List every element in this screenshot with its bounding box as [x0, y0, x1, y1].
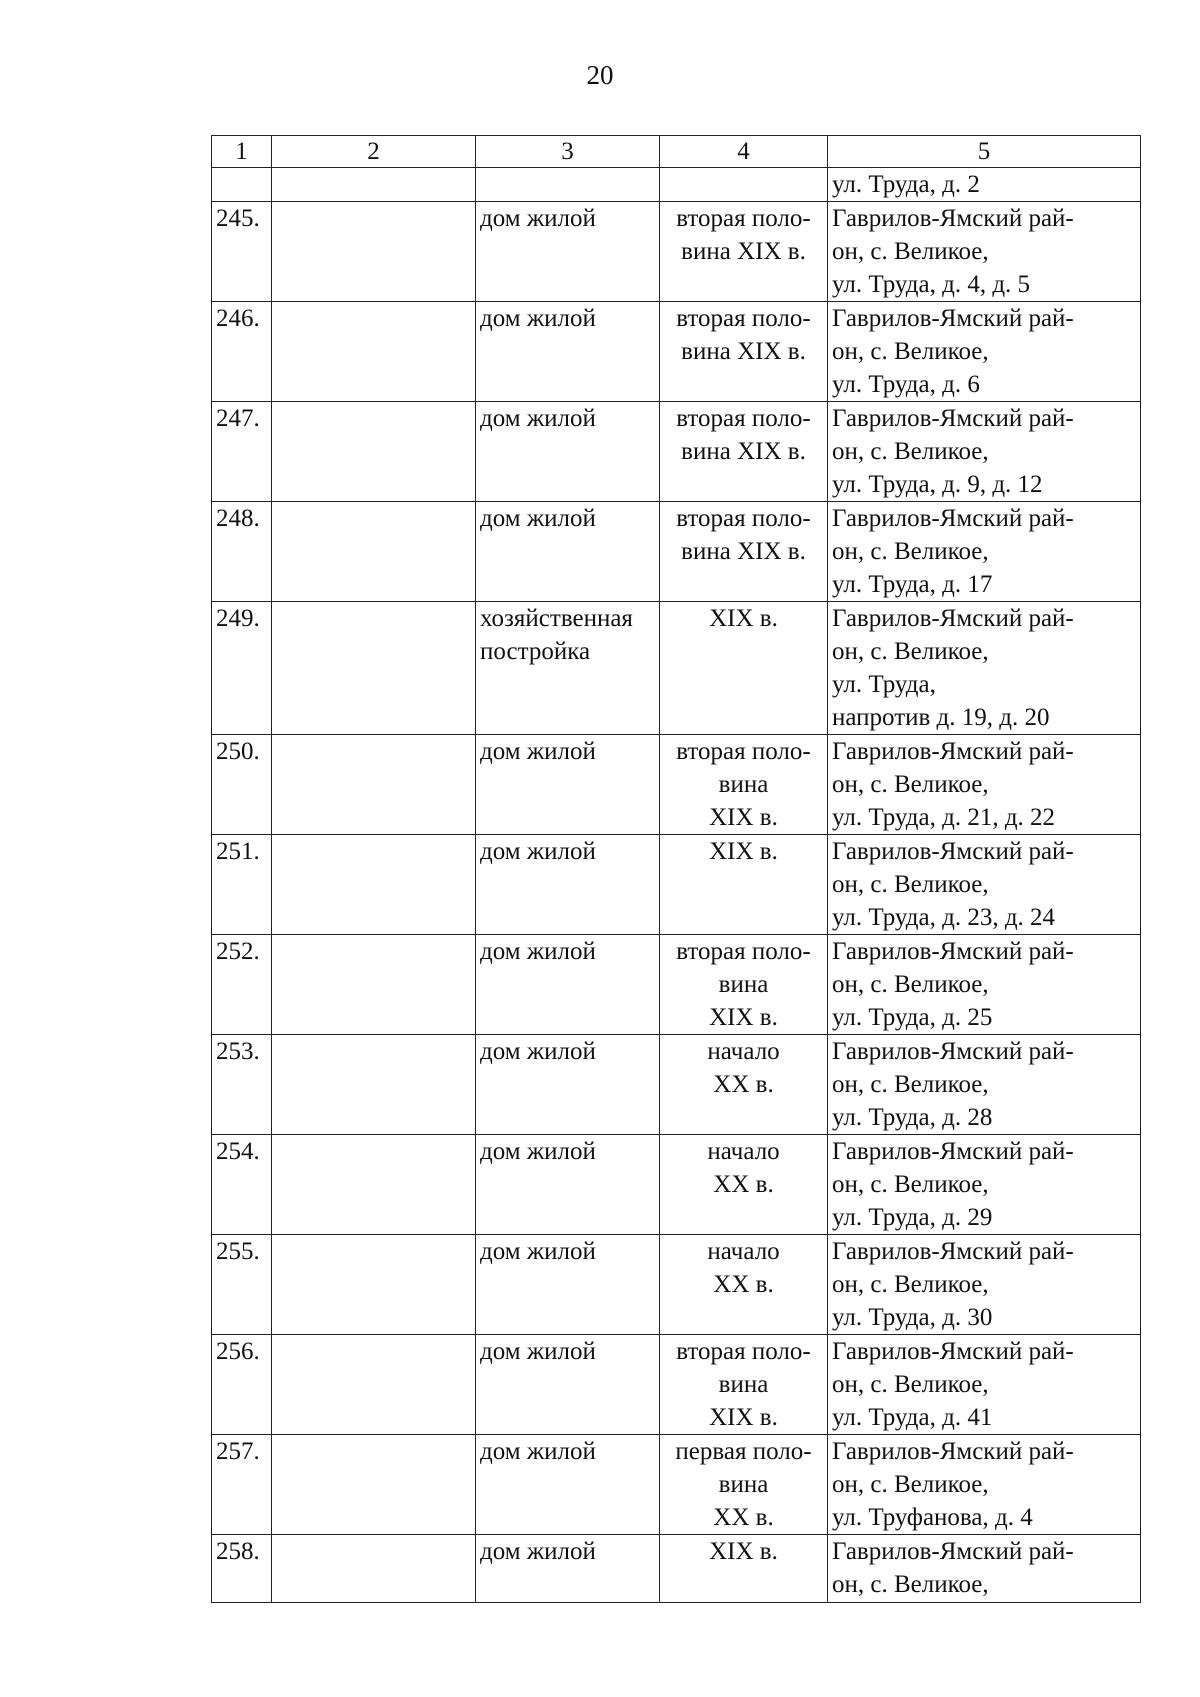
address-line: ул. Труда, д. 4, д. 5 — [832, 271, 1031, 298]
continuation-row — [212, 168, 1141, 202]
address-line: он, с. Великое, — [832, 238, 989, 265]
table-row — [212, 402, 1141, 502]
cell-address — [828, 302, 1141, 402]
date-line: первая поло- — [675, 1438, 812, 1465]
date-line: вторая поло- — [676, 505, 811, 532]
type-line: дом жилой — [480, 305, 596, 332]
date-line: вина XIX в. — [681, 338, 806, 365]
type-line: дом жилой — [480, 505, 596, 532]
cell-number: 252. — [212, 935, 272, 1035]
address-line: Гаврилов-Ямский рай- — [832, 305, 1074, 332]
cell-number — [212, 168, 272, 202]
cell-number: 253. — [212, 1035, 272, 1135]
header-cell-5: 5 — [828, 136, 1141, 168]
cell-address — [828, 1335, 1141, 1435]
date-line: вторая поло- — [676, 405, 811, 432]
date-line: XIX в. — [709, 804, 778, 831]
address-line: он, с. Великое, — [832, 338, 989, 365]
type-line: дом жилой — [480, 838, 596, 865]
address-line: он, с. Великое, — [832, 1371, 989, 1398]
cell-date — [660, 168, 828, 202]
address-line: ул. Труда, д. 23, д. 24 — [832, 904, 1056, 931]
table-row — [212, 1135, 1141, 1235]
cell-type — [476, 735, 660, 835]
date-line: начало — [707, 1038, 780, 1065]
cell-type — [476, 402, 660, 502]
cell-name — [272, 1435, 476, 1535]
cell-number: 250. — [212, 735, 272, 835]
cell-name — [272, 202, 476, 302]
address-line: Гаврилов-Ямский рай- — [832, 405, 1074, 432]
cell-type — [476, 935, 660, 1035]
cell-type — [476, 1235, 660, 1335]
address-line: Гаврилов-Ямский рай- — [832, 1038, 1074, 1065]
date-line: XIX в. — [709, 838, 778, 865]
address-line: Гаврилов-Ямский рай- — [832, 205, 1074, 232]
table-row — [212, 935, 1141, 1035]
cell-date — [660, 935, 828, 1035]
date-line: вина XIX в. — [681, 538, 806, 565]
cell-type — [476, 168, 660, 202]
type-line: дом жилой — [480, 205, 596, 232]
table-row — [212, 302, 1141, 402]
cell-address — [828, 835, 1141, 935]
cell-number: 247. — [212, 402, 272, 502]
address-line: ул. Труда, д. 41 — [832, 1404, 993, 1431]
cell-address — [828, 1235, 1141, 1335]
cell-number: 258. — [212, 1535, 272, 1603]
address-line: Гаврилов-Ямский рай- — [832, 1238, 1074, 1265]
address-line: он, с. Великое, — [832, 1071, 989, 1098]
address-line: он, с. Великое, — [832, 638, 989, 665]
date-line: вторая поло- — [676, 738, 811, 765]
cell-name — [272, 1035, 476, 1135]
date-line: вторая поло- — [676, 205, 811, 232]
address-line: ул. Труда, — [832, 671, 936, 698]
date-line: XIX в. — [709, 1004, 778, 1031]
cell-number: 248. — [212, 502, 272, 602]
cell-name — [272, 1135, 476, 1235]
type-line: дом жилой — [480, 738, 596, 765]
type-line: дом жилой — [480, 1438, 596, 1465]
cell-date — [660, 1335, 828, 1435]
date-line: XX в. — [713, 1271, 774, 1298]
cell-number: 251. — [212, 835, 272, 935]
cell-number: 245. — [212, 202, 272, 302]
address-line: Гаврилов-Ямский рай- — [832, 1438, 1074, 1465]
cell-name — [272, 402, 476, 502]
address-line: Гаврилов-Ямский рай- — [832, 605, 1074, 632]
cell-date — [660, 502, 828, 602]
cell-address — [828, 1135, 1141, 1235]
address-line: ул. Труда, д. 21, д. 22 — [832, 804, 1056, 831]
page-number: 20 — [586, 60, 614, 90]
address-line: напротив д. 19, д. 20 — [832, 704, 1050, 731]
address-line: Гаврилов-Ямский рай- — [832, 1338, 1074, 1365]
address-line: он, с. Великое, — [832, 438, 989, 465]
date-line: вина — [718, 771, 769, 798]
address-line: Гаврилов-Ямский рай- — [832, 738, 1074, 765]
date-line: вторая поло- — [676, 938, 811, 965]
cell-type — [476, 835, 660, 935]
address-line: ул. Труда, д. 28 — [832, 1104, 993, 1131]
cell-date — [660, 735, 828, 835]
date-line: вина — [718, 1471, 769, 1498]
cell-date — [660, 1135, 828, 1235]
date-line: начало — [707, 1138, 780, 1165]
cell-number: 257. — [212, 1435, 272, 1535]
type-line: дом жилой — [480, 1138, 596, 1165]
cell-name — [272, 502, 476, 602]
cell-name — [272, 835, 476, 935]
cell-address — [828, 502, 1141, 602]
address-line: он, с. Великое, — [832, 538, 989, 565]
address-line: ул. Труда, д. 9, д. 12 — [832, 471, 1043, 498]
date-line: XIX в. — [709, 605, 778, 632]
cell-type — [476, 602, 660, 735]
cell-type — [476, 202, 660, 302]
cell-date — [660, 1535, 828, 1603]
address-line: он, с. Великое, — [832, 971, 989, 998]
address-line: ул. Труда, д. 30 — [832, 1304, 993, 1331]
cell-address — [828, 202, 1141, 302]
table-row — [212, 1035, 1141, 1135]
cell-name — [272, 1235, 476, 1335]
cell-address — [828, 1035, 1141, 1135]
cell-date — [660, 1235, 828, 1335]
table-row — [212, 835, 1141, 935]
table-row — [212, 502, 1141, 602]
header-cell-1: 1 — [212, 136, 272, 168]
date-line: начало — [707, 1238, 780, 1265]
cell-date — [660, 602, 828, 735]
header-cell-2: 2 — [272, 136, 476, 168]
address-line: ул. Труда, д. 29 — [832, 1204, 993, 1231]
date-line: XIX в. — [709, 1538, 778, 1565]
cell-type — [476, 1135, 660, 1235]
header-cell-4: 4 — [660, 136, 828, 168]
address-line: он, с. Великое, — [832, 1271, 989, 1298]
address-line: Гаврилов-Ямский рай- — [832, 938, 1074, 965]
cell-type — [476, 1435, 660, 1535]
cell-name — [272, 302, 476, 402]
cell-address — [828, 1435, 1141, 1535]
date-line: XX в. — [713, 1071, 774, 1098]
address-line: Гаврилов-Ямский рай- — [832, 505, 1074, 532]
date-line: вина XIX в. — [681, 438, 806, 465]
cell-date — [660, 302, 828, 402]
cell-type — [476, 502, 660, 602]
table-row — [212, 602, 1141, 735]
date-line: XX в. — [713, 1171, 774, 1198]
cell-address — [828, 935, 1141, 1035]
cell-number: 255. — [212, 1235, 272, 1335]
table-row — [212, 735, 1141, 835]
cell-number: 249. — [212, 602, 272, 735]
address-line: ул. Труда, д. 25 — [832, 1004, 993, 1031]
date-line: XIX в. — [709, 1404, 778, 1431]
cell-name — [272, 602, 476, 735]
cell-address — [828, 168, 1141, 202]
cell-type — [476, 302, 660, 402]
address-line: ул. Труда, д. 2 — [832, 171, 980, 198]
cell-address — [828, 735, 1141, 835]
cell-name — [272, 168, 476, 202]
cell-date — [660, 835, 828, 935]
cell-date — [660, 202, 828, 302]
cell-date — [660, 1035, 828, 1135]
cell-name — [272, 1535, 476, 1603]
date-line: XX в. — [713, 1504, 774, 1531]
cell-name — [272, 735, 476, 835]
cell-number: 254. — [212, 1135, 272, 1235]
table-row — [212, 1235, 1141, 1335]
address-line: он, с. Великое, — [832, 1171, 989, 1198]
date-line: вторая поло- — [676, 305, 811, 332]
table-row — [212, 1335, 1141, 1435]
date-line: вина — [718, 1371, 769, 1398]
date-line: вторая поло- — [676, 1338, 811, 1365]
type-line: дом жилой — [480, 1038, 596, 1065]
address-line: он, с. Великое, — [832, 1571, 989, 1598]
cell-address — [828, 602, 1141, 735]
address-line: он, с. Великое, — [832, 1471, 989, 1498]
header-cell-3: 3 — [476, 136, 660, 168]
address-line: ул. Труфанова, д. 4 — [832, 1504, 1033, 1531]
address-line: ул. Труда, д. 17 — [832, 571, 993, 598]
type-line: дом жилой — [480, 938, 596, 965]
type-line: дом жилой — [480, 405, 596, 432]
cell-number: 246. — [212, 302, 272, 402]
table-row — [212, 1435, 1141, 1535]
cell-type — [476, 1535, 660, 1603]
table-header-row — [212, 136, 1141, 168]
cell-date — [660, 402, 828, 502]
table-row — [212, 202, 1141, 302]
cell-name — [272, 1335, 476, 1435]
table-row — [212, 1535, 1141, 1603]
cell-date — [660, 1435, 828, 1535]
cell-address — [828, 402, 1141, 502]
date-line: вина — [718, 971, 769, 998]
address-line: он, с. Великое, — [832, 871, 989, 898]
address-line: Гаврилов-Ямский рай- — [832, 1538, 1074, 1565]
address-line: он, с. Великое, — [832, 771, 989, 798]
type-line: дом жилой — [480, 1238, 596, 1265]
type-line: постройка — [480, 638, 591, 665]
date-line: вина XIX в. — [681, 238, 806, 265]
address-line: Гаврилов-Ямский рай- — [832, 838, 1074, 865]
address-line: Гаврилов-Ямский рай- — [832, 1138, 1074, 1165]
heritage-register-table — [211, 135, 1141, 1603]
type-line: дом жилой — [480, 1538, 596, 1565]
type-line: дом жилой — [480, 1338, 596, 1365]
cell-name — [272, 935, 476, 1035]
cell-type — [476, 1035, 660, 1135]
address-line: ул. Труда, д. 6 — [832, 371, 980, 398]
cell-address — [828, 1535, 1141, 1603]
cell-number: 256. — [212, 1335, 272, 1435]
cell-type — [476, 1335, 660, 1435]
type-line: хозяйственная — [480, 605, 633, 632]
